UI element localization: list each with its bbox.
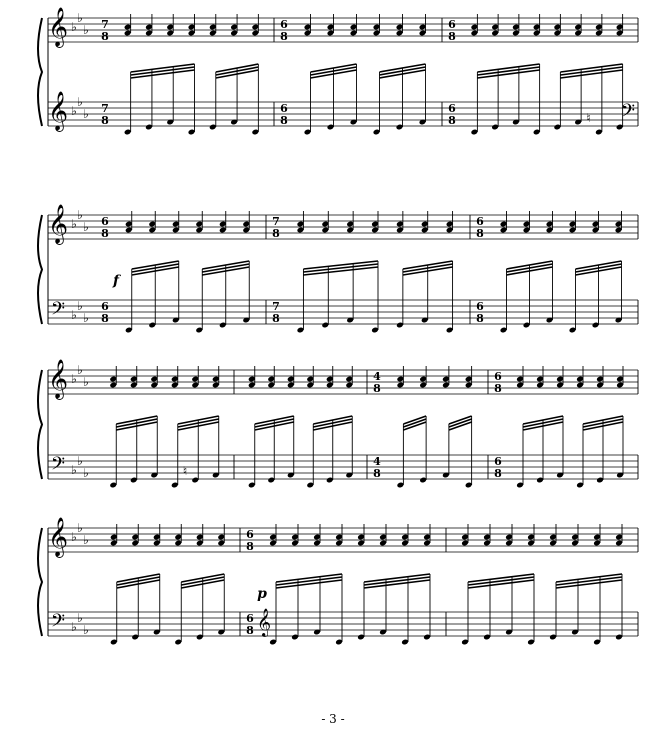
treble-clef-icon: 𝄞 (47, 517, 69, 557)
bass-clef-icon: 𝄢 (50, 299, 66, 324)
time-signature-numerator: 6 (101, 300, 109, 313)
dynamic-mark: f (112, 273, 120, 289)
bass-clef-icon: 𝄢 (50, 611, 66, 636)
flat-icon: ♭ (77, 299, 83, 313)
treble-clef-icon: 𝄞 (47, 7, 69, 47)
time-signature-numerator: 4 (373, 455, 381, 468)
brace (38, 18, 42, 126)
time-signature-denominator: 8 (448, 114, 456, 127)
treble-clef-icon: 𝄞 (47, 91, 69, 131)
time-signature-numerator: 7 (272, 300, 280, 313)
flat-icon: ♭ (83, 107, 89, 121)
brace (38, 215, 42, 324)
time-signature-denominator: 8 (373, 382, 381, 395)
time-signature-denominator: 8 (494, 382, 502, 395)
time-signature-numerator: 6 (476, 215, 484, 228)
time-signature-denominator: 8 (272, 227, 280, 240)
flat-icon: ♭ (83, 466, 89, 480)
flat-icon: ♭ (71, 372, 77, 386)
brace (38, 370, 42, 479)
time-signature-numerator: 6 (280, 18, 288, 31)
page-number: - 3 - (321, 712, 345, 726)
flat-icon: ♭ (83, 311, 89, 325)
flat-icon: ♭ (77, 208, 83, 222)
flat-icon: ♭ (77, 363, 83, 377)
time-signature-numerator: 6 (494, 455, 502, 468)
time-signature-denominator: 8 (101, 227, 109, 240)
time-signature-denominator: 8 (494, 467, 502, 480)
time-signature-numerator: 6 (246, 528, 254, 541)
treble-clef-icon: 𝄞 (47, 359, 69, 399)
time-signature-denominator: 8 (476, 312, 484, 325)
flat-icon: ♭ (83, 623, 89, 637)
time-signature-denominator: 8 (280, 114, 288, 127)
flat-icon: ♭ (71, 20, 77, 34)
system-3 (38, 359, 638, 488)
time-signature-denominator: 8 (272, 312, 280, 325)
time-signature-numerator: 6 (280, 102, 288, 115)
flat-icon: ♭ (71, 217, 77, 231)
time-signature-numerator: 6 (448, 102, 456, 115)
time-signature-denominator: 8 (476, 227, 484, 240)
brace (38, 528, 42, 636)
bass-clef-icon: 𝄢 (50, 454, 66, 479)
time-signature-denominator: 8 (101, 30, 109, 43)
flat-icon: ♭ (77, 454, 83, 468)
time-signature-numerator: 6 (494, 370, 502, 383)
flat-icon: ♭ (71, 104, 77, 118)
system-4 (38, 517, 638, 645)
bass-clef-icon: 𝄢 (620, 101, 636, 126)
time-signature-denominator: 8 (246, 624, 254, 637)
treble-clef-change-icon: 𝄞 (256, 608, 272, 636)
time-signature-denominator: 8 (101, 312, 109, 325)
flat-icon: ♭ (77, 521, 83, 535)
system-1 (38, 7, 638, 135)
flat-icon: ♭ (71, 308, 77, 322)
time-signature-denominator: 8 (101, 114, 109, 127)
system-2 (38, 204, 638, 333)
flat-icon: ♭ (83, 220, 89, 234)
flat-icon: ♭ (77, 11, 83, 25)
dynamic-mark: p (257, 586, 267, 602)
flat-icon: ♭ (83, 533, 89, 547)
time-signature-numerator: 4 (373, 370, 381, 383)
flat-icon: ♭ (71, 620, 77, 634)
time-signature-denominator: 8 (373, 467, 381, 480)
flat-icon: ♭ (71, 463, 77, 477)
flat-icon: ♭ (83, 23, 89, 37)
treble-clef-icon: 𝄞 (47, 204, 69, 244)
time-signature-numerator: 6 (246, 612, 254, 625)
time-signature-numerator: 6 (448, 18, 456, 31)
time-signature-numerator: 7 (101, 102, 109, 115)
time-signature-numerator: 6 (476, 300, 484, 313)
time-signature-numerator: 6 (101, 215, 109, 228)
flat-icon: ♭ (77, 611, 83, 625)
natural-sign-icon: ♮ (586, 111, 591, 125)
natural-sign-icon: ♮ (182, 464, 188, 478)
time-signature-denominator: 8 (448, 30, 456, 43)
flat-icon: ♭ (71, 530, 77, 544)
time-signature-numerator: 7 (101, 18, 109, 31)
flat-icon: ♭ (83, 375, 89, 389)
flat-icon: ♭ (77, 95, 83, 109)
time-signature-denominator: 8 (246, 540, 254, 553)
time-signature-denominator: 8 (280, 30, 288, 43)
time-signature-numerator: 7 (272, 215, 280, 228)
